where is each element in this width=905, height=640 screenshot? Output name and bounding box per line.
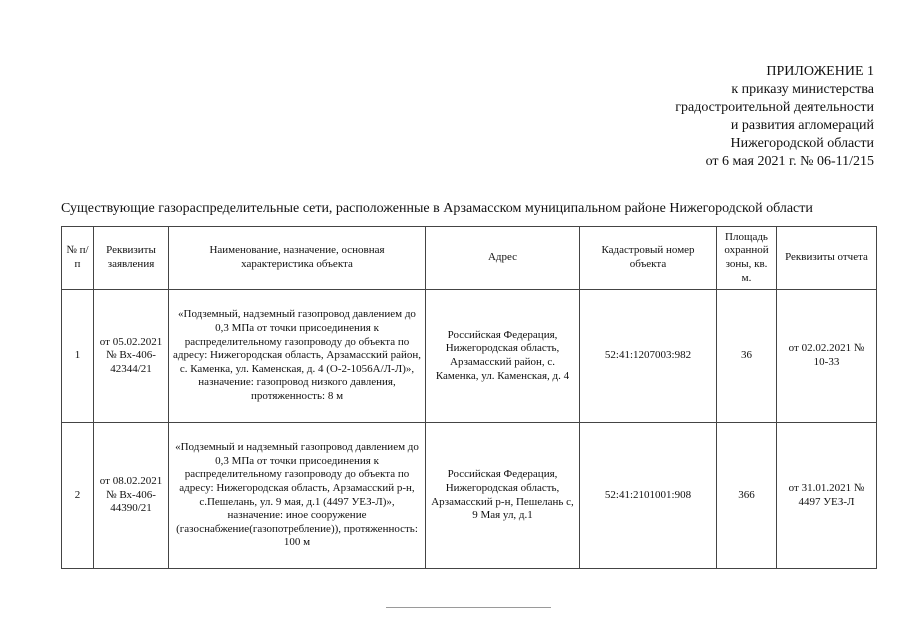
document-title: Существующие газораспределительные сети, расположенные в Арзамасском муниципальном районе Нижегородской области — [61, 201, 813, 216]
appendix-label: ПРИЛОЖЕНИЕ 1 — [766, 64, 874, 79]
region-line: Нижегородской области — [730, 136, 874, 151]
ministry-line-2: и развития агломераций — [730, 118, 874, 133]
table-row — [62, 423, 877, 569]
gas-networks-table — [61, 226, 877, 569]
col-header-cadastral: Кадастровый номер объекта — [580, 227, 717, 290]
cell-number: 2 — [62, 423, 94, 569]
cell-area: 36 — [717, 290, 777, 423]
cell-address: Российская Федерация, Нижегородская область, Арзамасский район, с. Каменка, ул. Каменская, д. 4 — [426, 290, 580, 423]
footer-divider — [386, 607, 551, 608]
ministry-line: градостроительной деятельности — [675, 100, 874, 115]
order-line: к приказу министерства — [731, 82, 874, 97]
cell-report: от 02.02.2021 № 10-33 — [777, 290, 877, 423]
cell-cadastral: 52:41:2101001:908 — [580, 423, 717, 569]
table-header-row — [62, 227, 877, 290]
col-header-number: № п/п — [62, 227, 94, 290]
order-date-line: от 6 мая 2021 г. № 06-11/215 — [705, 154, 874, 169]
cell-number: 1 — [62, 290, 94, 423]
col-header-report: Реквизиты отчета — [777, 227, 877, 290]
cell-statement: от 05.02.2021 № Вх-406-42344/21 — [94, 290, 169, 423]
cell-object-name: «Подземный, надземный газопровод давлением до 0,3 МПа от точки присоединения к распределительному газопроводу до объекта по адресу: Нижегородская область, Арзамасский район, с. Каменка, ул. Каменская, д. 4 (О-2-1056А/Л-Л)», назначение: газопровод низкого давления, протяженность: 8 м — [169, 290, 426, 423]
cell-statement: от 08.02.2021 № Вх-406-44390/21 — [94, 423, 169, 569]
col-header-statement: Реквизиты заявления — [94, 227, 169, 290]
cell-report: от 31.01.2021 № 4497 УЕЗ-Л — [777, 423, 877, 569]
col-header-object-name: Наименование, назначение, основная характеристика объекта — [169, 227, 426, 290]
col-header-area: Площадь охранной зоны, кв. м. — [717, 227, 777, 290]
col-header-address: Адрес — [426, 227, 580, 290]
cell-object-name: «Подземный и надземный газопровод давлением до 0,3 МПа от точки присоединения к распределительному газопроводу до объекта по адресу: Нижегородская область, Арзамасский р-н, с.Пешелань, ул. 9 мая, д.1 (4497 УЕЗ-Л)», назначение: иное сооружение (газоснабжение(газопотребление)), протяженность: 100 м — [169, 423, 426, 569]
appendix-header — [574, 63, 874, 171]
cell-area: 366 — [717, 423, 777, 569]
table-row — [62, 290, 877, 423]
cell-address: Российская Федерация, Нижегородская область, Арзамасский р-н, Пешелань с, 9 Мая ул, д.1 — [426, 423, 580, 569]
cell-cadastral: 52:41:1207003:982 — [580, 290, 717, 423]
